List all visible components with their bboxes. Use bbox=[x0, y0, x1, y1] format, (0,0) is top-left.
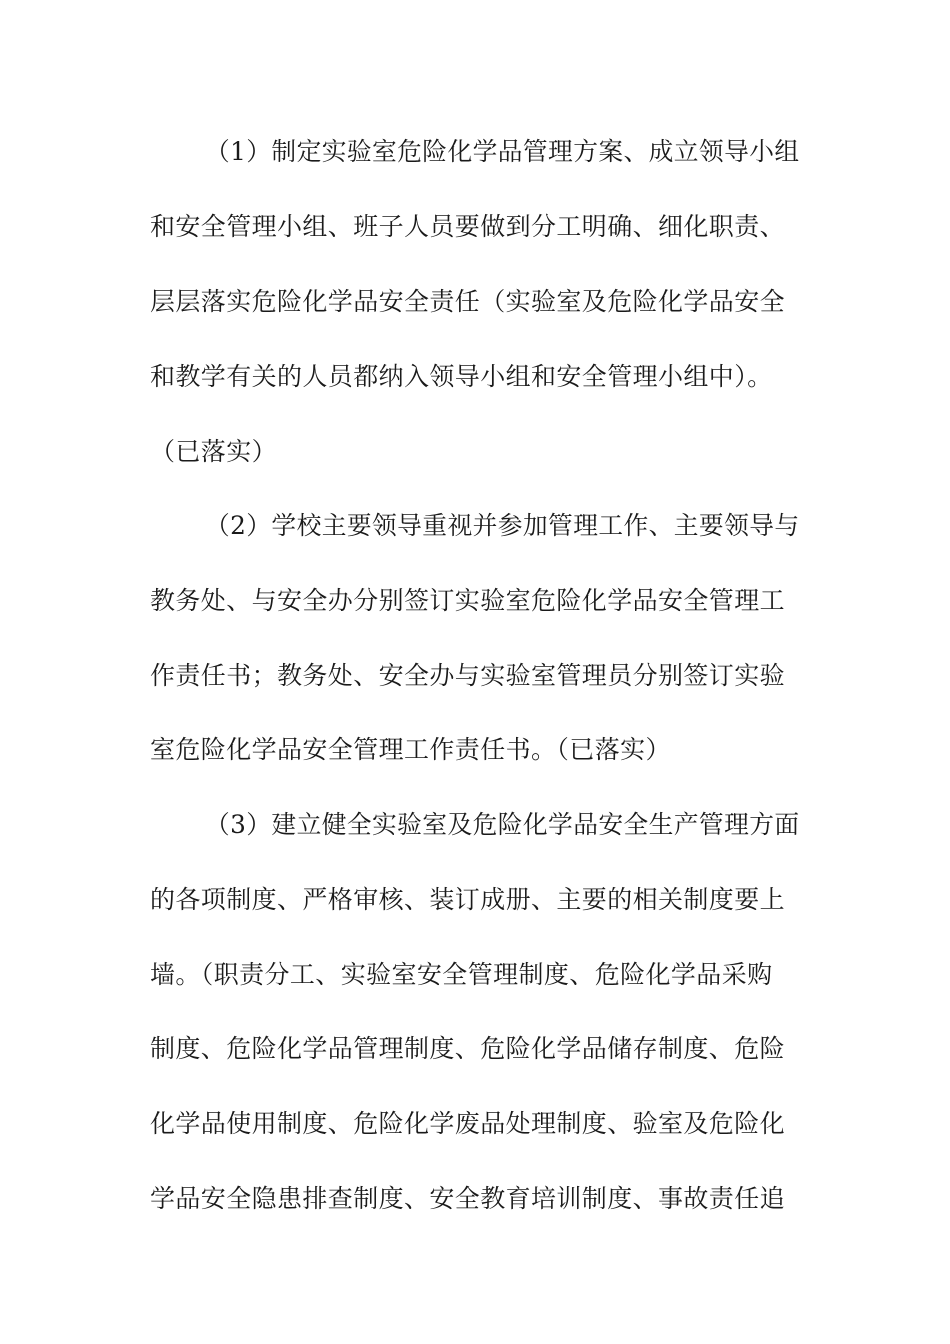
paragraph-1-line-2: 和安全管理小组、班子人员要做到分工明确、细化职责、 bbox=[150, 212, 786, 241]
paragraph-1-line-3: 层层落实危险化学品安全责任（实验室及危险化学品安全 bbox=[150, 287, 786, 316]
paragraph-3-line-6: 学品安全隐患排查制度、安全教育培训制度、事故责任追 bbox=[150, 1184, 786, 1213]
paragraph-2-line-2: 教务处、与安全办分别签订实验室危险化学品安全管理工 bbox=[150, 586, 786, 615]
paragraph-3-line-5: 化学品使用制度、危险化学废品处理制度、验室及危险化 bbox=[150, 1109, 786, 1138]
paragraph-2-line-4: 室危险化学品安全管理工作责任书。（已落实） bbox=[150, 735, 671, 764]
paragraph-1-line-4: 和教学有关的人员都纳入领导小组和安全管理小组中）。 bbox=[150, 362, 773, 391]
paragraph-2-line-1: （2）学校主要领导重视并参加管理工作、主要领导与 bbox=[205, 511, 800, 540]
paragraph-3-line-3: 墙。（职责分工、实验室安全管理制度、危险化学品采购 bbox=[150, 960, 773, 989]
paragraph-1-line-1: （1）制定实验室危险化学品管理方案、成立领导小组 bbox=[205, 137, 800, 166]
paragraph-3-line-4: 制度、危险化学品管理制度、危险化学品储存制度、危险 bbox=[150, 1034, 786, 1063]
paragraph-2-line-3: 作责任书；教务处、安全办与实验室管理员分别签订实验 bbox=[150, 661, 786, 690]
paragraph-3-line-2: 的各项制度、严格审核、装订成册、主要的相关制度要上 bbox=[150, 885, 786, 914]
paragraph-3-line-1: （3）建立健全实验室及危险化学品安全生产管理方面 bbox=[205, 810, 800, 839]
paragraph-1-line-5: （已落实） bbox=[150, 437, 278, 466]
